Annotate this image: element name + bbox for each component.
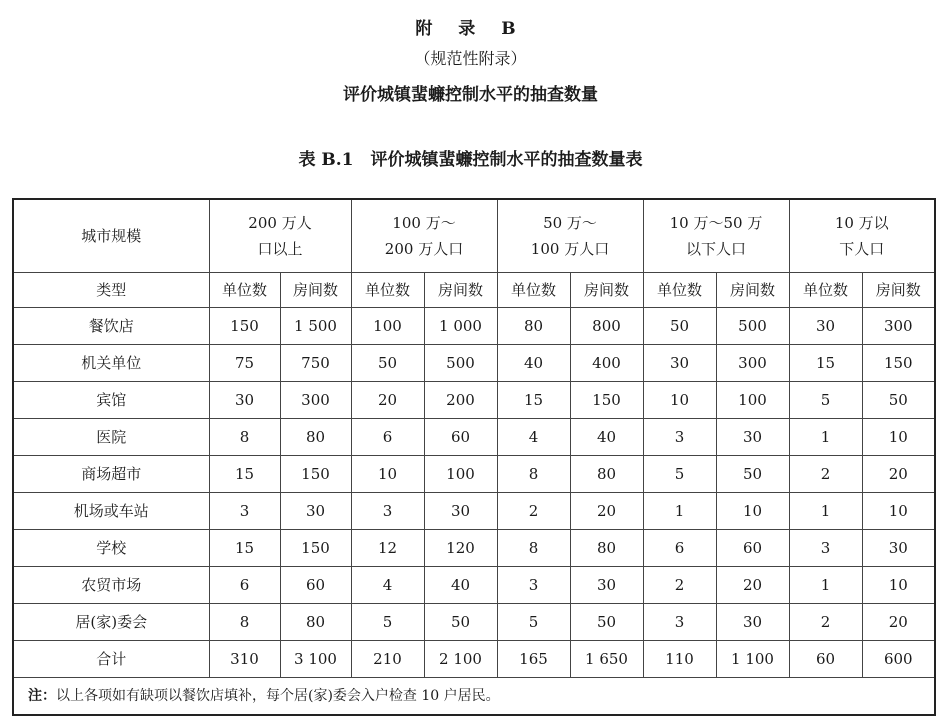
unit-count-cell: 30 xyxy=(789,308,862,345)
room-count-cell: 50 xyxy=(716,456,789,493)
unit-count-cell: 8 xyxy=(209,604,280,641)
unit-count-cell: 2 xyxy=(643,567,716,604)
appendix-subtitle: （规范性附录） xyxy=(414,49,527,68)
room-count-cell: 1 500 xyxy=(280,308,351,345)
unit-count-cell: 110 xyxy=(643,641,716,678)
unit-count-cell: 75 xyxy=(209,345,280,382)
unit-count-cell: 20 xyxy=(351,382,424,419)
unit-count-cell: 4 xyxy=(497,419,570,456)
unit-count-cell: 15 xyxy=(209,456,280,493)
row-type-label: 机关单位 xyxy=(13,345,209,382)
unit-count-cell: 100 xyxy=(351,308,424,345)
room-count-cell: 80 xyxy=(570,530,643,567)
row-type-label: 农贸市场 xyxy=(13,567,209,604)
unit-count-cell: 6 xyxy=(351,419,424,456)
unit-count-cell: 5 xyxy=(497,604,570,641)
unit-count-cell: 3 xyxy=(643,419,716,456)
room-count-cell: 30 xyxy=(280,493,351,530)
room-count-cell: 100 xyxy=(716,382,789,419)
unit-count-header: 单位数 xyxy=(643,273,716,308)
room-count-cell: 60 xyxy=(424,419,497,456)
appendix-heading: 评价城镇蜚蠊控制水平的抽查数量 xyxy=(343,85,598,105)
room-count-cell: 20 xyxy=(862,604,935,641)
row-type-label: 宾馆 xyxy=(13,382,209,419)
scale-group-header: 50 万～ 100 万人口 xyxy=(497,199,643,273)
unit-count-cell: 4 xyxy=(351,567,424,604)
room-count-cell: 30 xyxy=(424,493,497,530)
unit-count-cell: 310 xyxy=(209,641,280,678)
unit-count-cell: 3 xyxy=(351,493,424,530)
room-count-cell: 400 xyxy=(570,345,643,382)
table-row xyxy=(13,493,935,530)
unit-count-cell: 50 xyxy=(351,345,424,382)
row-type-label: 机场或车站 xyxy=(13,493,209,530)
room-count-cell: 150 xyxy=(862,345,935,382)
unit-count-cell: 8 xyxy=(209,419,280,456)
room-count-cell: 300 xyxy=(716,345,789,382)
unit-count-cell: 3 xyxy=(209,493,280,530)
room-count-cell: 20 xyxy=(716,567,789,604)
unit-count-cell: 1 xyxy=(789,493,862,530)
room-count-cell: 80 xyxy=(570,456,643,493)
scale-group-header: 10 万以 下人口 xyxy=(789,199,935,273)
row-type-label: 合计 xyxy=(13,641,209,678)
row-type-label: 餐饮店 xyxy=(13,308,209,345)
type-label: 类型 xyxy=(13,273,209,308)
room-count-cell: 100 xyxy=(424,456,497,493)
room-count-cell: 500 xyxy=(716,308,789,345)
scale-header-row xyxy=(13,199,935,273)
table-row xyxy=(13,604,935,641)
room-count-cell: 600 xyxy=(862,641,935,678)
table-row xyxy=(13,345,935,382)
row-type-label: 商场超市 xyxy=(13,456,209,493)
unit-count-cell: 10 xyxy=(351,456,424,493)
room-count-header: 房间数 xyxy=(716,273,789,308)
unit-count-cell: 210 xyxy=(351,641,424,678)
room-count-cell: 10 xyxy=(862,567,935,604)
unit-count-cell: 5 xyxy=(643,456,716,493)
room-count-header: 房间数 xyxy=(570,273,643,308)
table-row xyxy=(13,530,935,567)
unit-count-cell: 150 xyxy=(209,308,280,345)
unit-count-cell: 30 xyxy=(209,382,280,419)
unit-count-cell: 15 xyxy=(789,345,862,382)
unit-count-header: 单位数 xyxy=(789,273,862,308)
row-type-label: 学校 xyxy=(13,530,209,567)
room-count-header: 房间数 xyxy=(862,273,935,308)
note-text: 以上各项如有缺项以餐饮店填补，每个居(家)委会入户检查 10 户居民。 xyxy=(56,688,500,704)
unit-count-cell: 5 xyxy=(351,604,424,641)
table-row xyxy=(13,567,935,604)
unit-count-cell: 30 xyxy=(643,345,716,382)
room-count-cell: 20 xyxy=(570,493,643,530)
room-count-cell: 80 xyxy=(280,604,351,641)
room-count-cell: 200 xyxy=(424,382,497,419)
unit-count-cell: 5 xyxy=(789,382,862,419)
unit-count-cell: 50 xyxy=(643,308,716,345)
room-count-cell: 20 xyxy=(862,456,935,493)
unit-count-header: 单位数 xyxy=(351,273,424,308)
room-count-cell: 150 xyxy=(570,382,643,419)
table-row xyxy=(13,308,935,345)
room-count-cell: 50 xyxy=(862,382,935,419)
room-count-cell: 3 100 xyxy=(280,641,351,678)
room-count-cell: 300 xyxy=(280,382,351,419)
unit-count-cell: 3 xyxy=(497,567,570,604)
unit-count-cell: 8 xyxy=(497,456,570,493)
room-count-cell: 120 xyxy=(424,530,497,567)
note-row xyxy=(13,678,935,716)
room-count-header: 房间数 xyxy=(424,273,497,308)
appendix-title: 附 录 B xyxy=(415,19,526,39)
row-type-label: 居(家)委会 xyxy=(13,604,209,641)
room-count-cell: 10 xyxy=(862,493,935,530)
room-count-cell: 30 xyxy=(862,530,935,567)
room-count-cell: 150 xyxy=(280,456,351,493)
room-count-cell: 2 100 xyxy=(424,641,497,678)
table-row xyxy=(13,382,935,419)
unit-count-cell: 2 xyxy=(789,456,862,493)
room-count-cell: 300 xyxy=(862,308,935,345)
room-count-cell: 60 xyxy=(716,530,789,567)
table-row xyxy=(13,641,935,678)
room-count-cell: 40 xyxy=(424,567,497,604)
unit-count-cell: 1 xyxy=(789,419,862,456)
unit-count-header: 单位数 xyxy=(209,273,280,308)
unit-count-cell: 1 xyxy=(643,493,716,530)
unit-count-cell: 8 xyxy=(497,530,570,567)
room-count-cell: 50 xyxy=(570,604,643,641)
unit-count-cell: 6 xyxy=(643,530,716,567)
unit-count-cell: 6 xyxy=(209,567,280,604)
room-count-cell: 10 xyxy=(862,419,935,456)
room-count-cell: 50 xyxy=(424,604,497,641)
table-caption: 表 B.1 评价城镇蜚蠊控制水平的抽查数量表 xyxy=(298,150,643,170)
room-count-header: 房间数 xyxy=(280,273,351,308)
room-count-cell: 1 650 xyxy=(570,641,643,678)
unit-count-cell: 3 xyxy=(789,530,862,567)
sub-header-row xyxy=(13,273,935,308)
scale-group-header: 10 万～50 万 以下人口 xyxy=(643,199,789,273)
unit-count-cell: 80 xyxy=(497,308,570,345)
note-label: 注： xyxy=(28,688,56,704)
unit-count-cell: 3 xyxy=(643,604,716,641)
scale-group-header: 200 万人 口以上 xyxy=(209,199,351,273)
room-count-cell: 80 xyxy=(280,419,351,456)
unit-count-cell: 165 xyxy=(497,641,570,678)
room-count-cell: 40 xyxy=(570,419,643,456)
room-count-cell: 1 100 xyxy=(716,641,789,678)
sampling-table xyxy=(12,198,936,716)
unit-count-cell: 1 xyxy=(789,567,862,604)
unit-count-cell: 2 xyxy=(497,493,570,530)
scale-group-header: 100 万～ 200 万人口 xyxy=(351,199,497,273)
table-row xyxy=(13,419,935,456)
unit-count-cell: 2 xyxy=(789,604,862,641)
unit-count-cell: 60 xyxy=(789,641,862,678)
room-count-cell: 1 000 xyxy=(424,308,497,345)
room-count-cell: 150 xyxy=(280,530,351,567)
room-count-cell: 500 xyxy=(424,345,497,382)
room-count-cell: 800 xyxy=(570,308,643,345)
unit-count-cell: 10 xyxy=(643,382,716,419)
unit-count-cell: 15 xyxy=(209,530,280,567)
room-count-cell: 10 xyxy=(716,493,789,530)
room-count-cell: 60 xyxy=(280,567,351,604)
unit-count-cell: 40 xyxy=(497,345,570,382)
note-cell xyxy=(13,678,935,716)
unit-count-cell: 12 xyxy=(351,530,424,567)
unit-count-header: 单位数 xyxy=(497,273,570,308)
room-count-cell: 750 xyxy=(280,345,351,382)
room-count-cell: 30 xyxy=(716,604,789,641)
room-count-cell: 30 xyxy=(570,567,643,604)
room-count-cell: 30 xyxy=(716,419,789,456)
row-type-label: 医院 xyxy=(13,419,209,456)
corner-label: 城市规模 xyxy=(13,199,209,273)
table-row xyxy=(13,456,935,493)
unit-count-cell: 15 xyxy=(497,382,570,419)
